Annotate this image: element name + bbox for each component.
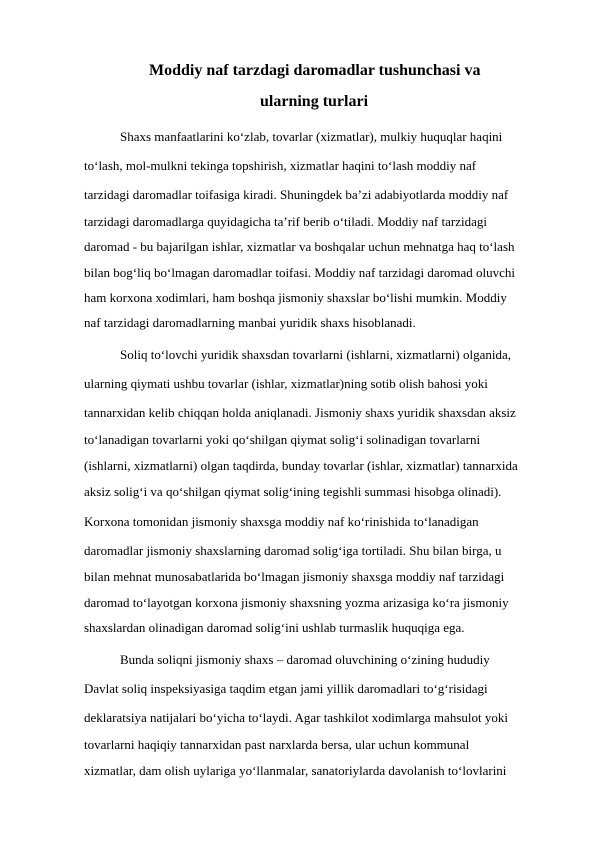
text-line: Bunda soliqni jismoniy shaxs – daromad oluvchining o‘zining hududiy [120, 652, 490, 667]
text-line: tarzidagi daromadlarga quyidagicha ta’rif berib o‘tiladi. Moddiy naf tarzidagi [84, 214, 487, 229]
text-line: tarzidagi daromadlar toifasiga kiradi. Shuningdek ba’zi adabiyotlarda moddiy naf [84, 187, 509, 202]
title-line-1: Moddiy naf tarzdagi daromadlar tushunchasi va [149, 62, 481, 79]
text-line: tovarlarni haqiqiy tannarxidan past narxlarda bersa, ular uchun kommunal [84, 737, 470, 752]
text-line: daromad - bu bajarilgan ishlar, xizmatlar va boshqalar uchun mehnatga haq to‘lash [84, 239, 515, 254]
text-line: naf tarzidagi daromadlarning manbai yuridik shaxs hisoblanadi. [84, 315, 416, 330]
text-line: tannarxidan kelib chiqqan holda aniqlanadi. Jismoniy shaxs yuridik shaxsdan aksiz [84, 405, 516, 420]
text-line: daromadlar jismoniy shaxslarning daromad solig‘iga tortiladi. Shu bilan birga, u [84, 543, 502, 558]
text-line: to‘lash, mol-mulkni tekinga topshirish, xizmatlar haqini to‘lash moddiy naf [84, 158, 477, 173]
text-line: to‘lanadigan tovarlarni yoki qo‘shilgan qiymat solig‘i solinadigan tovarlarni [84, 432, 481, 447]
title-line-2: ularning turlari [260, 93, 369, 110]
text-line: ularning qiymati ushbu tovarlar (ishlar, xizmatlar)ning sotib olish bahosi yoki [84, 376, 488, 391]
text-line: bilan bog‘liq bo‘lmagan daromadlar toifasi. Moddiy naf tarzidagi daromad oluvchi [84, 265, 516, 280]
text-line: ham korxona xodimlari, ham boshqa jismoniy shaxslar bo‘lishi mumkin. Moddiy [84, 290, 507, 305]
text-line: (ishlarni, xizmatlarni) olgan taqdirda, bunday tovarlar (ishlar, xizmatlar) tannarxida [84, 458, 518, 473]
text-line: Soliq to‘lovchi yuridik shaxsdan tovarlarni (ishlarni, xizmatlarni) olganida, [120, 347, 511, 362]
text-line: Korxona tomonidan jismoniy shaxsga moddiy naf ko‘rinishida to‘lanadigan [84, 514, 479, 529]
text-line: bilan mehnat munosabatlarida bo‘lmagan jismoniy shaxsga moddiy naf tarzidagi [84, 569, 505, 584]
text-line: Davlat soliq inspeksiyasiga taqdim etgan jami yillik daromadlari to‘g‘risidagi [84, 681, 488, 696]
text-line: xizmatlar, dam olish uylariga yo‘llanmalar, sanatoriylarda davolanish to‘lovlarini [84, 763, 507, 778]
text-line: shaxslardan olinadigan daromad solig‘ini ushlab turmaslik huquqiga ega. [84, 620, 465, 635]
text-line: daromad to‘layotgan korxona jismoniy shaxsning yozma arizasiga ko‘ra jismoniy [84, 595, 509, 610]
text-line: aksiz solig‘i va qo‘shilgan qiymat solig‘ining tegishli summasi hisobga olinadi). [84, 484, 502, 499]
text-line: deklaratsiya natijalari bo‘yicha to‘laydi. Agar tashkilot xodimlarga mahsulot yoki [84, 710, 508, 725]
text-line: Shaxs manfaatlarini ko‘zlab, tovarlar (xizmatlar), mulkiy huquqlar haqini [120, 129, 503, 144]
